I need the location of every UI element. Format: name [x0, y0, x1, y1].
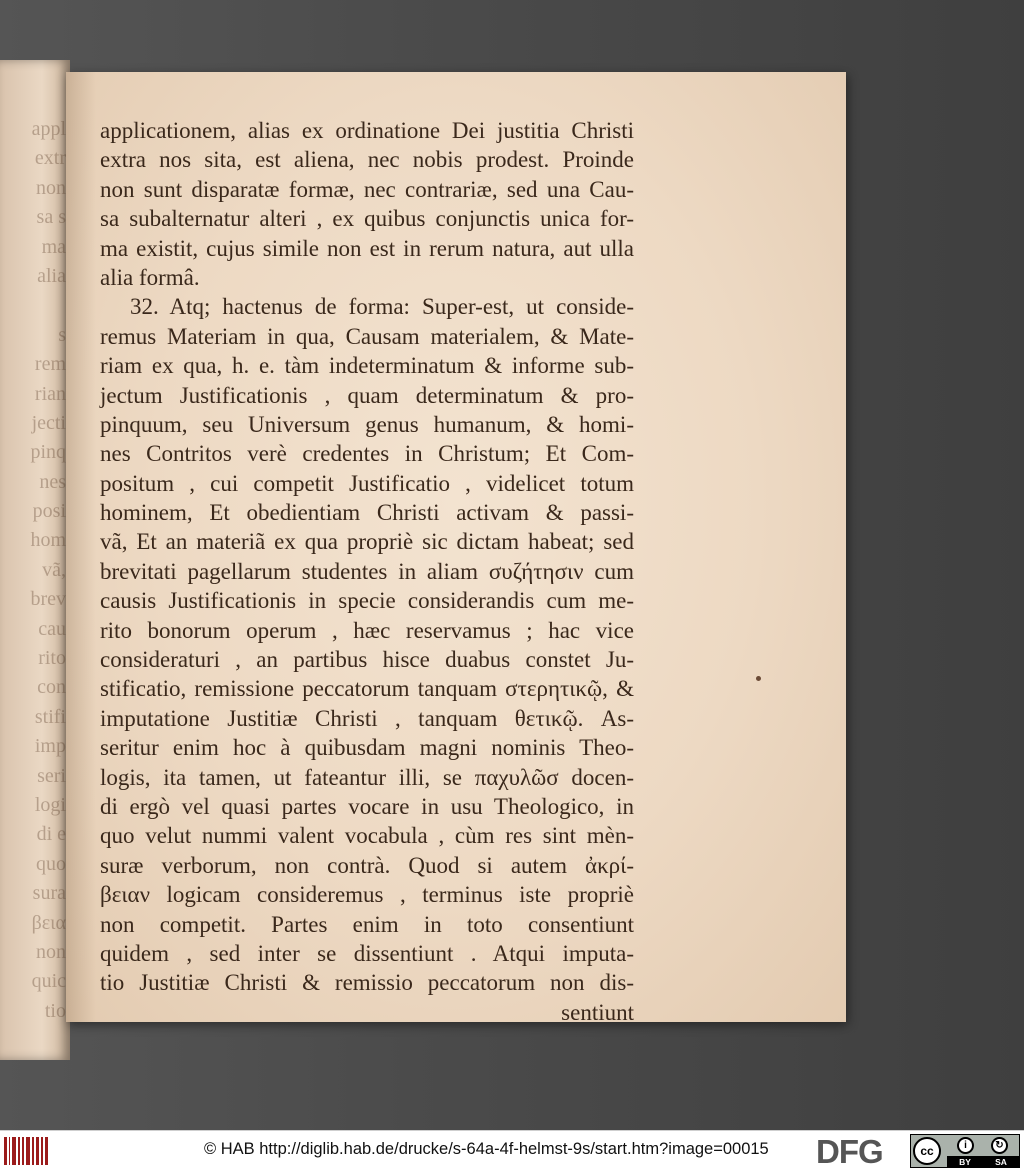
ghost-fragment: pinq [30, 441, 66, 464]
text-line: non sunt disparatæ formæ, nec contrariæ, sed una Cau- [100, 176, 634, 202]
ghost-fragment: cau [38, 617, 66, 640]
ghost-fragment: non [36, 176, 66, 199]
cc-by-icon: i [957, 1137, 974, 1154]
text-line: positum , cui competit Justificatio , videlicet totum [100, 470, 634, 496]
text-line: remus Materiam in qua, Causam materialem, & Mate- [100, 323, 634, 349]
text-line: extra nos sita, est aliena, nec nobis prodest. Proinde [100, 147, 634, 173]
ghost-fragment: rito [38, 647, 66, 670]
ghost-fragment [0, 292, 66, 321]
ghost-fragment: vã, [42, 558, 66, 581]
text-line: tio Justitiæ Christi & remissio peccatorum non dis- [100, 970, 634, 996]
ghost-fragment: di e [36, 823, 66, 846]
text-line: vã, Et an materiã ex qua propriè sic dictam habeat; sed [100, 529, 634, 555]
text-line: alia formâ. [100, 264, 200, 290]
ghost-fragment: sa s [36, 206, 66, 229]
cc-sa-icon: ↻ [991, 1137, 1008, 1154]
previous-page-edge [0, 60, 70, 1060]
book-page [66, 72, 846, 1025]
ghost-fragment: rem [34, 353, 66, 376]
ghost-fragment: nes [39, 470, 66, 493]
page-text [100, 116, 634, 1027]
ghost-fragment: s [58, 323, 66, 346]
text-line: brevitati pagellarum studentes in aliam συζήτησιν cum [100, 558, 634, 584]
text-line: sentiunt [561, 999, 634, 1025]
text-line: stificatio, remissione peccatorum tanquam στερητικῷ, & [100, 676, 634, 702]
text-line: seritur enim hoc à quibusdam magni nominis Theo- [100, 735, 634, 761]
ghost-fragment: brev [30, 588, 66, 611]
text-line: di ergò vel quasi partes vocare in usu Theologico, in [100, 793, 634, 819]
text-line: quo velut nummi valent vocabula , cùm res sint mèn- [100, 823, 634, 849]
cc-by-label: BY [959, 1156, 971, 1167]
text-line: hominem, Et obedientiam Christi activam & passi- [100, 500, 634, 526]
ghost-fragment: imp [34, 735, 66, 758]
ghost-fragment: extr [34, 147, 66, 170]
text-line: quidem , sed inter se dissentiunt . Atqui imputa- [100, 940, 634, 966]
ghost-fragment: logi [34, 793, 66, 816]
barcode-logo-icon [4, 1137, 48, 1165]
ghost-fragment: ma [41, 235, 66, 258]
text-line: 32. Atq; hactenus de forma: Super-est, ut conside- [130, 294, 634, 320]
ghost-fragment: sura [32, 882, 66, 905]
text-line: rito bonorum operum , hæc reservamus ; hac vice [100, 617, 634, 643]
ghost-fragment: hom [30, 529, 66, 552]
creative-commons-icon[interactable] [910, 1134, 1020, 1168]
text-line: suræ verborum, non contrà. Quod si autem ἀκρί- [100, 852, 634, 878]
text-line: ma existit, cujus simile non est in rerum natura, aut ulla [100, 235, 634, 261]
ghost-fragment: seri [37, 764, 66, 787]
dfg-logo-icon: DFG [816, 1133, 883, 1170]
cc-license-strip [947, 1156, 1019, 1167]
ghost-fragment: alia [37, 264, 66, 287]
ghost-fragment: rian [34, 382, 66, 405]
text-line: jectum Justificationis , quam determinatum & pro- [100, 382, 634, 408]
text-line: βειαν logicam consideremus , terminus iste propriè [100, 882, 634, 908]
previous-page-bleed-text [0, 116, 70, 1027]
text-line: riam ex qua, h. e. tàm indeterminatum & informe sub- [100, 353, 634, 379]
ghost-fragment: quo [36, 852, 66, 875]
text-line: logis, ita tamen, ut fateantur illi, se παχυλῶσ docen- [100, 764, 634, 790]
copyright-link[interactable]: © HAB http://diglib.hab.de/drucke/s-64a-4f-helmst-9s/start.htm?image=00015 [204, 1140, 769, 1158]
ghost-fragment: βεια [31, 911, 66, 934]
ghost-fragment: quic [31, 970, 66, 993]
ghost-fragment: appl [31, 118, 66, 140]
ghost-fragment: posi [32, 500, 66, 523]
text-line: consideraturi , an partibus hisce duabus constet Ju- [100, 647, 634, 673]
ghost-fragment: tio [44, 999, 66, 1022]
text-line: pinquum, seu Universum genus humanum, & homi- [100, 411, 634, 437]
footer-bar [0, 1130, 1024, 1171]
text-line: nes Contritos verè credentes in Christum; Et Com- [100, 441, 634, 467]
cc-sa-label: SA [995, 1156, 1007, 1167]
text-line: sa subalternatur alteri , ex quibus conjunctis unica for- [100, 206, 634, 232]
ghost-fragment: jecti [31, 411, 66, 434]
ink-spot [756, 676, 761, 681]
text-line: causis Justificationis in specie considerandis cum me- [100, 588, 634, 614]
ghost-fragment: con [37, 676, 66, 699]
ghost-fragment: stifi [34, 705, 66, 728]
text-line: imputatione Justitiæ Christi , tanquam θετικῷ. As- [100, 705, 634, 731]
cc-main-badge: cc [913, 1137, 941, 1165]
text-line: applicationem, alias ex ordinatione Dei justitia Christi [100, 118, 634, 143]
ghost-fragment: non [36, 940, 66, 963]
text-line: non competit. Partes enim in toto consentiunt [100, 911, 634, 937]
